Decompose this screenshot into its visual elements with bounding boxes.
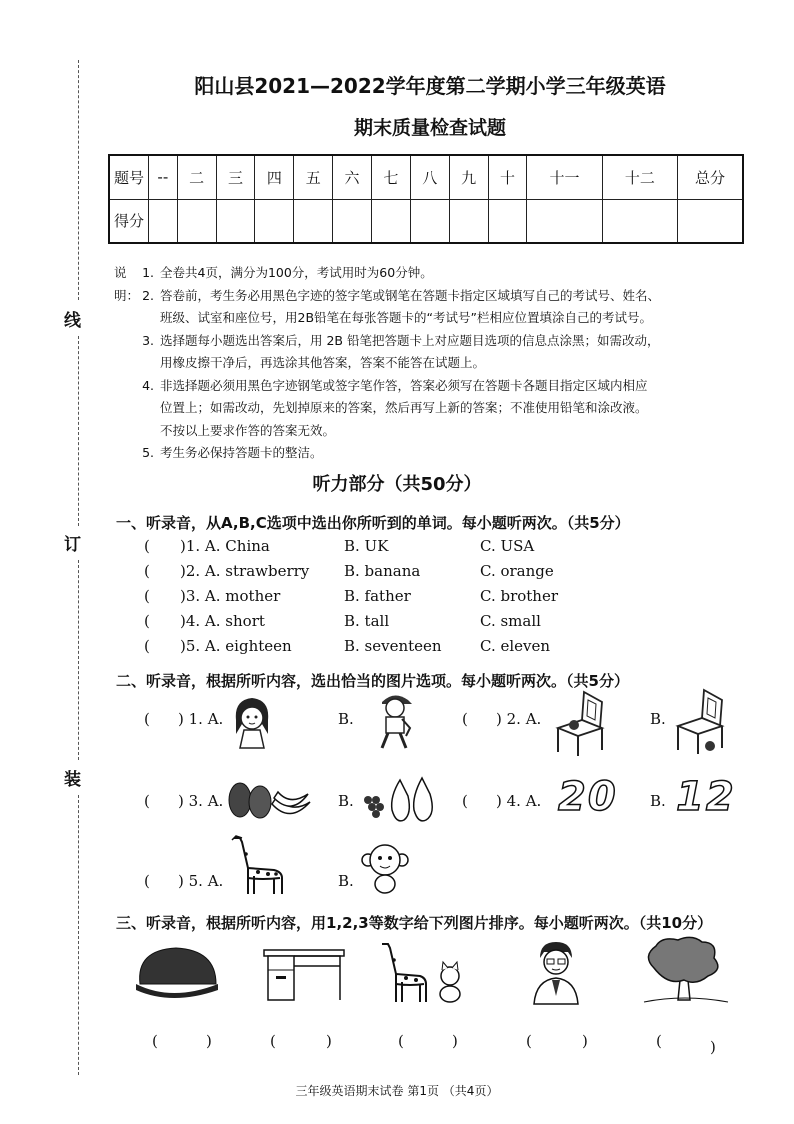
score-col-total: 总分 — [678, 155, 744, 199]
score-col: 四 — [255, 155, 294, 199]
binding-dashed-line — [78, 336, 79, 526]
instructions-body — [116, 262, 756, 465]
option-c: C. eleven — [480, 637, 551, 655]
answer-paren: ( — [144, 587, 150, 605]
score-cell[interactable] — [527, 199, 602, 243]
answer-paren: ( — [144, 637, 150, 655]
option-c: C. small — [480, 612, 541, 630]
instruction-item — [116, 262, 756, 285]
q2-option-b: B. — [338, 872, 354, 890]
score-col: 七 — [371, 155, 410, 199]
score-col: 六 — [333, 155, 372, 199]
instruction-text: 全卷共4页，满分为100分，考试用时为60分钟。 — [160, 265, 433, 280]
answer-paren: ( — [144, 872, 150, 890]
number-twenty-picture: 20 — [558, 774, 618, 820]
instruction-num: 1. — [142, 265, 154, 280]
grapes-and-pears-picture — [360, 772, 440, 826]
score-cell[interactable] — [149, 199, 178, 243]
answer-paren: ( — [144, 792, 150, 810]
score-col: 二 — [177, 155, 216, 199]
answer-paren: ( — [462, 710, 468, 728]
score-col: -- — [149, 155, 178, 199]
instruction-num: 2. — [142, 287, 154, 303]
q2-option-b: B. — [650, 792, 666, 810]
instruction-text: 考生务必保持答题卡的整洁。 — [160, 445, 323, 460]
option-c: C. USA — [480, 537, 535, 555]
q3-heading: 三、听录音，根据所听内容，用1,2,3等数字给下列图片排序。每小题听两次。（共10分） — [116, 914, 713, 932]
chair-with-ball-on-seat-picture — [552, 688, 610, 758]
score-cell[interactable] — [294, 199, 333, 243]
boy-picture — [372, 688, 418, 752]
q2-item-label: ) 3. A. — [178, 792, 224, 810]
teacher-man-picture — [528, 940, 584, 1006]
exam-title: 阳山县2021—2022学年度第二学期小学三年级英语 — [194, 74, 666, 98]
score-col: 三 — [216, 155, 255, 199]
answer-paren: ( — [398, 1032, 404, 1050]
answer-paren: ) — [206, 1032, 212, 1050]
answer-paren: ( — [144, 612, 150, 630]
answer-paren: ( — [270, 1032, 276, 1050]
score-cell[interactable] — [177, 199, 216, 243]
page-footer: 三年级英语期末试卷 第1页 （共4页） — [295, 1084, 499, 1098]
q2-item-label: ) 4. A. — [496, 792, 542, 810]
section-title-listening: 听力部分（共50分） — [312, 474, 482, 495]
q2-item-label: ) 1. A. — [178, 710, 224, 728]
answer-paren: ( — [526, 1032, 532, 1050]
score-table — [108, 154, 744, 244]
binding-label-line: 线 — [64, 311, 81, 331]
score-row-label: 得分 — [109, 199, 149, 243]
instruction-num: 4. — [142, 377, 154, 393]
option-a: )3. A. mother — [180, 587, 281, 605]
answer-paren: ) — [326, 1032, 332, 1050]
score-row-label: 题号 — [109, 155, 149, 199]
q1-heading: 一、听录音，从A,B,C选项中选出你所听到的单词。每小题听两次。（共5分） — [116, 514, 630, 532]
exam-subtitle: 期末质量检查试题 — [353, 117, 506, 139]
instruction-text: 班级、试室和座位号，用2B铅笔在每张答题卡的“考试号”栏相应位置填涂自己的考试号。 — [160, 310, 652, 325]
chair-with-ball-under-picture — [672, 686, 730, 756]
q1-item — [144, 637, 744, 659]
score-col: 五 — [294, 155, 333, 199]
answer-paren: ( — [656, 1032, 662, 1050]
q2-heading: 二、听录音，根据所听内容，选出恰当的图片选项。每小题听两次。（共5分） — [116, 672, 629, 690]
score-cell[interactable] — [216, 199, 255, 243]
binding-margin — [0, 0, 95, 1124]
instruction-text: 位置上；如需改动，先划掉原来的答案，然后再写上新的答案；不准使用铅笔和涂改液。 — [160, 400, 648, 415]
binding-label-zhuang: 装 — [64, 770, 81, 790]
q1-item — [144, 612, 744, 634]
number-twelve-picture: 12 — [676, 774, 736, 820]
option-b: B. tall — [344, 612, 390, 630]
instruction-item — [116, 330, 756, 353]
instruction-item — [116, 442, 756, 465]
binding-label-ding: 订 — [64, 535, 81, 555]
option-a: )1. A. China — [180, 537, 270, 555]
instruction-item: 说明： — [114, 265, 140, 303]
score-cell[interactable] — [678, 199, 744, 243]
score-cell[interactable] — [449, 199, 488, 243]
giraffe-picture — [226, 832, 290, 896]
score-col: 十 — [488, 155, 527, 199]
q2-option-b: B. — [338, 792, 354, 810]
instruction-text: 用橡皮擦干净后，再选涂其他答案，答案不能答在试题上。 — [160, 355, 486, 370]
giraffe-and-cat-picture — [376, 938, 468, 1004]
score-table-header-row — [109, 155, 743, 199]
score-cell[interactable] — [255, 199, 294, 243]
score-col: 十一 — [527, 155, 602, 199]
girl-picture — [228, 694, 276, 750]
instruction-text: 不按以上要求作答的答案无效。 — [160, 422, 336, 438]
option-a: )2. A. strawberry — [180, 562, 310, 580]
score-cell[interactable] — [410, 199, 449, 243]
tree-picture — [640, 934, 730, 1006]
q2-option-b: B. — [650, 710, 666, 728]
q1-item — [144, 587, 744, 609]
cap-picture — [132, 944, 222, 1004]
score-table-score-row — [109, 199, 743, 243]
score-cell[interactable] — [488, 199, 527, 243]
score-col: 十二 — [602, 155, 677, 199]
score-cell[interactable] — [333, 199, 372, 243]
q2-item-label: ) 2. A. — [496, 710, 542, 728]
answer-paren: ) — [452, 1032, 458, 1050]
binding-dashed-line — [78, 795, 79, 1075]
instruction-text: 选择题每小题选出答案后，用 2B 铅笔把答题卡上对应题目选项的信息点涂黑；如需改动， — [160, 332, 660, 348]
option-b: B. banana — [344, 562, 421, 580]
answer-paren: ( — [152, 1032, 158, 1050]
instruction-item — [116, 285, 756, 308]
q1-item — [144, 537, 744, 559]
score-cell[interactable] — [371, 199, 410, 243]
answer-paren: ( — [144, 710, 150, 728]
score-col: 九 — [449, 155, 488, 199]
option-b: B. UK — [344, 537, 389, 555]
mango-and-banana-picture — [226, 774, 312, 824]
score-cell[interactable] — [602, 199, 677, 243]
instruction-num: 5. — [142, 445, 154, 460]
desk-picture — [262, 946, 346, 1002]
score-col: 八 — [410, 155, 449, 199]
option-c: C. orange — [480, 562, 554, 580]
instruction-item — [116, 375, 756, 398]
q2-item-label: ) 5. A. — [178, 872, 224, 890]
q1-item — [144, 562, 744, 584]
answer-paren: ( — [144, 562, 150, 580]
answer-paren: ( — [462, 792, 468, 810]
q2-option-b: B. — [338, 710, 354, 728]
answer-paren: ) — [582, 1032, 588, 1050]
instruction-num: 3. — [142, 332, 154, 348]
answer-paren: ( — [144, 537, 150, 555]
answer-paren: ) — [710, 1038, 716, 1056]
option-b: B. seventeen — [344, 637, 442, 655]
option-c: C. brother — [480, 587, 559, 605]
binding-dashed-line — [78, 60, 79, 300]
option-b: B. father — [344, 587, 411, 605]
monkey-picture — [360, 842, 410, 894]
option-a: )5. A. eighteen — [180, 637, 292, 655]
binding-dashed-line — [78, 560, 79, 760]
instruction-text: 答卷前，考生务必用黑色字迹的签字笔或钢笔在答题卡指定区域填写自己的考试号、姓名、 — [160, 287, 661, 303]
instruction-text: 非选择题必须用黑色字迹钢笔或签字笔作答，答案必须写在答题卡各题目指定区域内相应 — [160, 377, 648, 393]
option-a: )4. A. short — [180, 612, 265, 630]
